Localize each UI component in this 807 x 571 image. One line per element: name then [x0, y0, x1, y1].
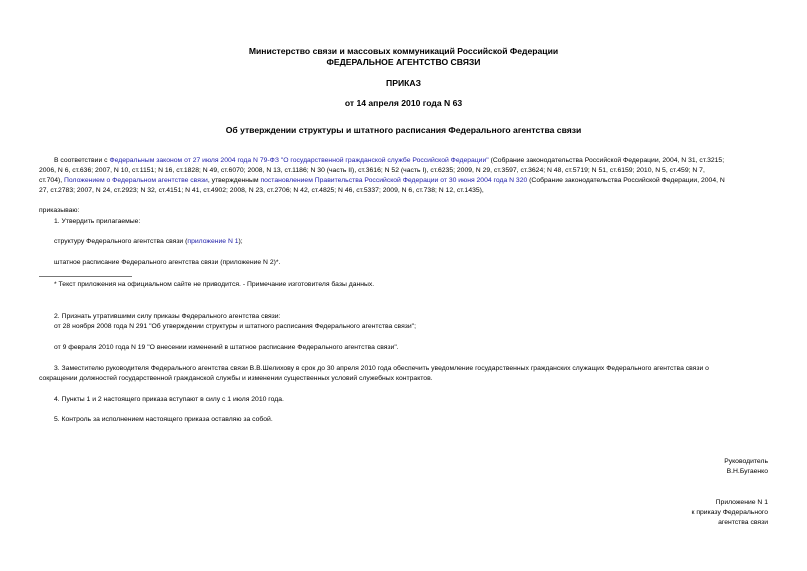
item-2b: от 9 февраля 2010 года N 19 "О внесении изменений в штатное расписание Федерального агентства связи".: [54, 344, 399, 351]
ministry-name: Министерство связи и массовых коммуникаций Российской Федерации: [248, 46, 559, 56]
preamble-line-1: В соответствии с Федеральным законом от 27 июля 2004 года N 79-ФЗ "О государственной гражданской службе Российской Федерации" (Собрание законодательства Российской Федерации, 2004, N 31, ст.3215;: [54, 157, 725, 164]
federal-law-link[interactable]: Федеральным законом от 27 июля 2004 года N 79-ФЗ "О государственной гражданской службе Российской Федерации": [109, 157, 489, 164]
footnote: * Текст приложения на официальном сайте не приводится. - Примечание изготовителя базы данных.: [54, 281, 375, 288]
agency-name: ФЕДЕРАЛЬНОЕ АГЕНТСТВО СВЯЗИ: [326, 57, 481, 67]
item-5: 5. Контроль за исполнением настоящего приказа оставляю за собой.: [54, 416, 273, 423]
item-2: 2. Признать утратившими силу приказы Федерального агентства связи:: [54, 313, 281, 320]
item-4: 4. Пункты 1 и 2 настоящего приказа вступают в силу с 1 июля 2010 года.: [54, 396, 284, 403]
item-1: 1. Утвердить прилагаемые:: [54, 218, 141, 225]
signature-name: В.Н.Бугаенко: [726, 468, 768, 475]
document-title: Об утверждении структуры и штатного расписания Федерального агентства связи: [225, 125, 582, 135]
appendix-line-3: агентства связи: [718, 519, 768, 526]
item-3-line-2: сокращении должностей государственной гражданской службы и изменении существенных условий служебных контрактов.: [39, 375, 433, 382]
footnote-divider: [39, 276, 132, 277]
document-type: ПРИКАЗ: [386, 78, 421, 88]
appendix-line-2: к приказу Федерального: [691, 509, 768, 516]
government-decree-link[interactable]: постановлением Правительства Российской Федерации от 30 июня 2004 года N 320: [260, 177, 528, 184]
agency-regulation-link[interactable]: Положением о Федеральном агентстве связи: [64, 177, 208, 184]
item-1a: структуру Федерального агентства связи (приложение N 1);: [54, 238, 243, 245]
preamble-line-2: 2006, N 6, ст.636; 2007, N 10, ст.1151; N 16, ст.1828; N 49, ст.6070; 2008, N 13, ст.1186; N 30 (часть II), ст.3616; N 52 (часть I), ст.6235; 2009, N 29, ст.3597, ст.3624; N 48, ст.5719; N 51, ст.6159; 2010, N 5, ст.459; N 7,: [39, 167, 705, 174]
appendix-line-1: Приложение N 1: [715, 499, 768, 506]
preamble-line-4: 27, ст.2783; 2007, N 24, ст.2923; N 32, ст.4151; N 41, ст.4902; 2008, N 23, ст.2706; N 42, ст.4825; N 46, ст.5337; 2009, N 6, ст.738; N 12, ст.1435),: [39, 187, 484, 194]
item-3-line-1: 3. Заместителю руководителя Федерального агентства связи В.В.Шелихову в срок до 30 апреля 2010 года обеспечить уведомление государственных гражданских служащих Федерального агентства связи о: [54, 365, 709, 372]
appendix-1-link[interactable]: приложение N 1: [187, 238, 239, 245]
signature-position: Руководитель: [724, 458, 768, 465]
item-2a: от 28 ноября 2008 года N 291 "Об утверждении структуры и штатного расписания Федерального агентства связи";: [54, 323, 416, 330]
preamble-line-3: ст.704), Положением о Федеральном агентстве связи, утвержденным постановлением Правительства Российской Федерации от 30 июня 2004 года N 320 (Собрание законодательства Российской Федерации, 2004, N: [39, 177, 725, 184]
item-1b: штатное расписание Федерального агентства связи (приложение N 2)*.: [54, 259, 281, 266]
document-date-number: от 14 апреля 2010 года N 63: [344, 98, 463, 108]
order-word: приказываю:: [39, 207, 80, 214]
